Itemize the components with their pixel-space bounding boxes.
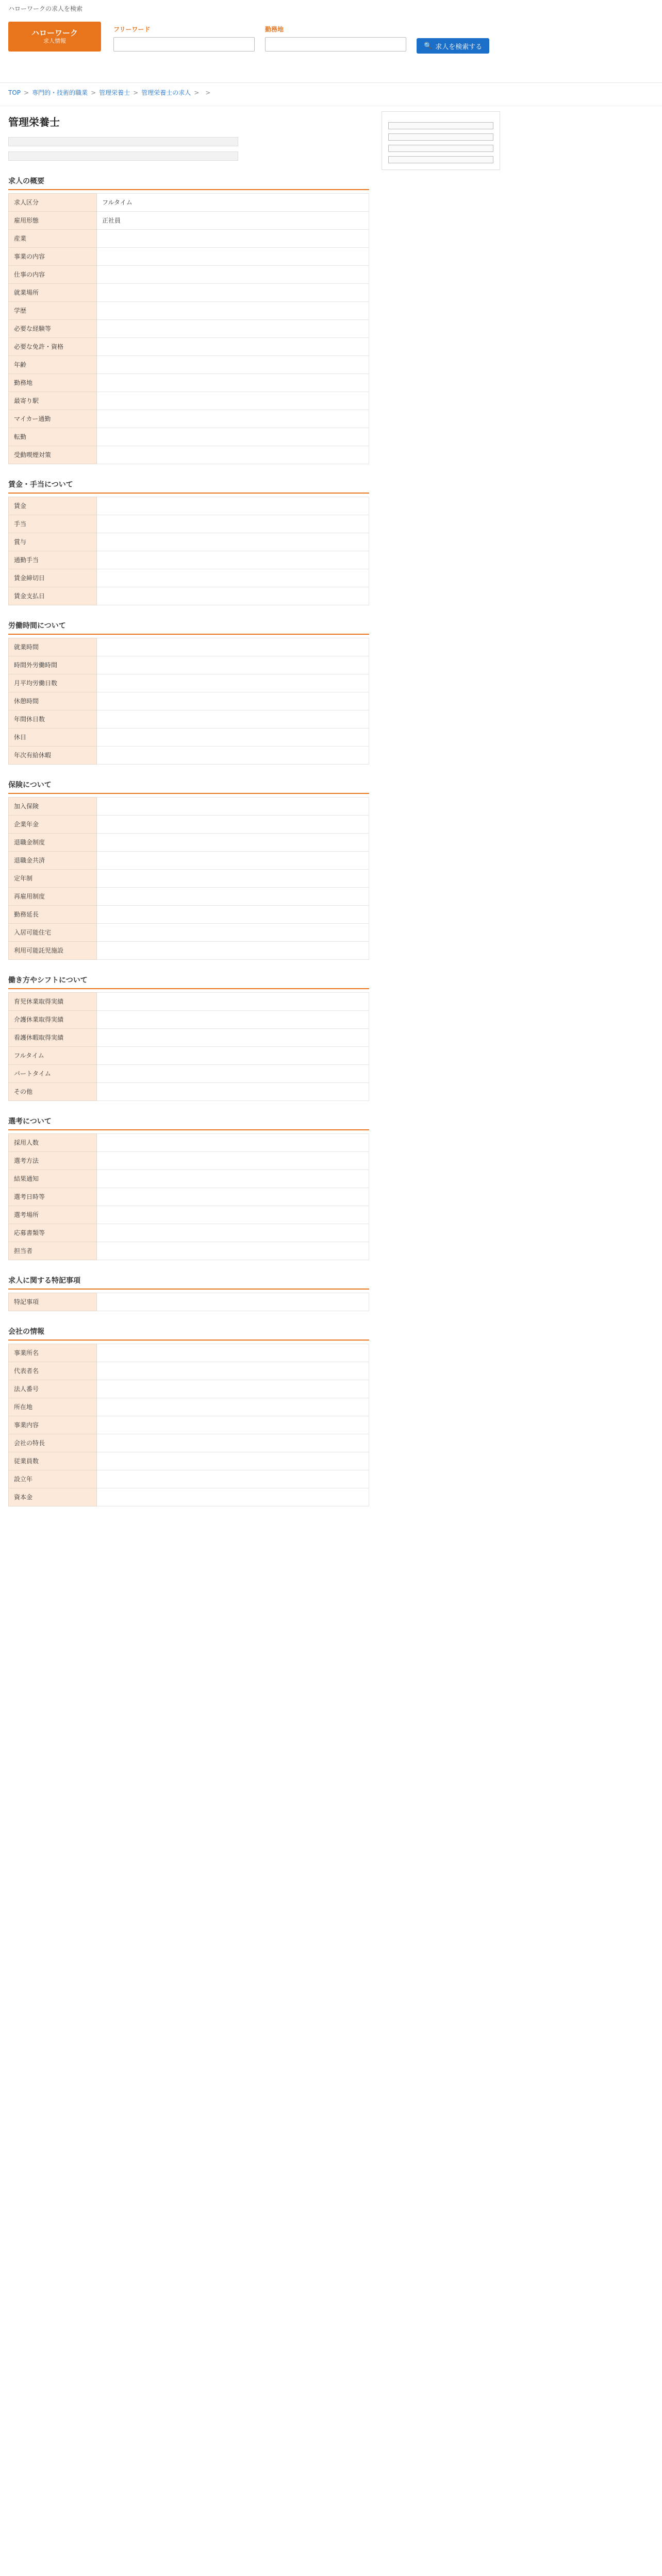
detail-key: 手当 <box>9 515 97 533</box>
detail-value <box>97 1380 369 1398</box>
detail-value <box>97 798 369 816</box>
detail-value <box>97 569 369 587</box>
detail-key: 企業年金 <box>9 816 97 834</box>
detail-value <box>97 1047 369 1065</box>
breadcrumb-item[interactable]: TOP <box>8 89 21 96</box>
detail-row <box>9 816 369 834</box>
detail-key: 仕事の内容 <box>9 266 97 284</box>
detail-table <box>8 497 369 605</box>
detail-table <box>8 193 369 464</box>
detail-value <box>97 1452 369 1470</box>
detail-value <box>97 728 369 747</box>
detail-value <box>97 302 369 320</box>
breadcrumb-separator: > <box>91 89 96 96</box>
notice-box <box>8 137 238 146</box>
detail-value <box>97 1029 369 1047</box>
detail-row <box>9 392 369 410</box>
breadcrumb-separator: > <box>24 89 29 96</box>
detail-key: 再雇用制度 <box>9 888 97 906</box>
detail-key: 必要な免許・資格 <box>9 338 97 356</box>
detail-row <box>9 710 369 728</box>
detail-key: 介護休業取得実績 <box>9 1011 97 1029</box>
detail-row <box>9 1029 369 1047</box>
detail-key: 通勤手当 <box>9 551 97 569</box>
side-link-1[interactable] <box>388 122 493 129</box>
detail-value <box>97 710 369 728</box>
detail-key: 利用可能託児施設 <box>9 942 97 960</box>
detail-key: 月平均労働日数 <box>9 674 97 692</box>
side-button-2[interactable] <box>388 156 493 163</box>
detail-key: 必要な経験等 <box>9 320 97 338</box>
detail-key: 賃金 <box>9 497 97 515</box>
detail-key: 年次有給休暇 <box>9 747 97 765</box>
detail-row <box>9 374 369 392</box>
detail-value: 正社員 <box>97 212 369 230</box>
detail-table <box>8 1293 369 1311</box>
detail-row <box>9 551 369 569</box>
detail-value <box>97 248 369 266</box>
detail-table <box>8 1133 369 1260</box>
job-detail-sections <box>8 176 369 1506</box>
detail-row <box>9 924 369 942</box>
detail-value: フルタイム <box>97 194 369 212</box>
detail-row <box>9 942 369 960</box>
detail-value <box>97 1242 369 1260</box>
detail-row <box>9 533 369 551</box>
detail-value <box>97 1434 369 1452</box>
detail-value <box>97 1134 369 1152</box>
detail-row <box>9 870 369 888</box>
detail-row <box>9 1293 369 1311</box>
detail-value <box>97 1470 369 1488</box>
detail-value <box>97 816 369 834</box>
detail-row <box>9 446 369 464</box>
detail-key: 看護休暇取得実績 <box>9 1029 97 1047</box>
detail-key: 代表者名 <box>9 1362 97 1380</box>
detail-row <box>9 284 369 302</box>
detail-row <box>9 1344 369 1362</box>
detail-key: 就業時間 <box>9 638 97 656</box>
detail-key: 法人番号 <box>9 1380 97 1398</box>
detail-row <box>9 906 369 924</box>
detail-value <box>97 392 369 410</box>
detail-value <box>97 1398 369 1416</box>
search-button[interactable] <box>417 38 489 54</box>
detail-row <box>9 728 369 747</box>
detail-key: 休日 <box>9 728 97 747</box>
detail-table <box>8 992 369 1101</box>
detail-row <box>9 1470 369 1488</box>
detail-key: 採用人数 <box>9 1134 97 1152</box>
detail-row <box>9 1242 369 1260</box>
detail-row <box>9 302 369 320</box>
detail-row <box>9 428 369 446</box>
side-column <box>382 111 500 1506</box>
detail-table <box>8 1344 369 1506</box>
detail-row <box>9 194 369 212</box>
search-icon: 🔍 <box>424 42 433 50</box>
detail-value <box>97 888 369 906</box>
detail-key: 休憩時間 <box>9 692 97 710</box>
side-card <box>382 111 500 170</box>
page-body <box>0 106 662 1512</box>
detail-key: フルタイム <box>9 1047 97 1065</box>
detail-key: 退職金制度 <box>9 834 97 852</box>
detail-key: 転勤 <box>9 428 97 446</box>
detail-row <box>9 1416 369 1434</box>
detail-value <box>97 656 369 674</box>
detail-row <box>9 497 369 515</box>
section-title: 保険について <box>8 780 369 794</box>
detail-key: 受動喫煙対策 <box>9 446 97 464</box>
detail-key: 担当者 <box>9 1242 97 1260</box>
detail-key: 事業所名 <box>9 1344 97 1362</box>
detail-value <box>97 356 369 374</box>
logo-line2: 求人情報 <box>43 38 66 45</box>
detail-value <box>97 1083 369 1101</box>
detail-row <box>9 248 369 266</box>
detail-value <box>97 1206 369 1224</box>
detail-row <box>9 1152 369 1170</box>
detail-key: 事業内容 <box>9 1416 97 1434</box>
detail-value <box>97 747 369 765</box>
detail-row <box>9 1188 369 1206</box>
detail-row <box>9 1224 369 1242</box>
detail-key: 会社の特長 <box>9 1434 97 1452</box>
detail-row <box>9 230 369 248</box>
breadcrumb-item[interactable]: 管理栄養士 <box>99 89 130 96</box>
detail-key: 時間外労働時間 <box>9 656 97 674</box>
detail-row <box>9 1134 369 1152</box>
detail-key: 資本金 <box>9 1488 97 1506</box>
detail-row <box>9 1434 369 1452</box>
job-title: 管理栄養士 <box>8 116 60 128</box>
top-strip-text: ハローワークの求人を検索 <box>8 5 83 12</box>
detail-value <box>97 942 369 960</box>
detail-key: 求人区分 <box>9 194 97 212</box>
detail-row <box>9 1206 369 1224</box>
search-box <box>113 25 489 55</box>
detail-table <box>8 797 369 960</box>
detail-value <box>97 230 369 248</box>
detail-key: 加入保険 <box>9 798 97 816</box>
detail-row <box>9 834 369 852</box>
detail-key: 育児休業取得実績 <box>9 993 97 1011</box>
detail-value <box>97 1293 369 1311</box>
detail-row <box>9 1362 369 1380</box>
breadcrumb-separator: > <box>133 89 139 96</box>
detail-value <box>97 924 369 942</box>
detail-value <box>97 1416 369 1434</box>
section-title: 労働時間について <box>8 621 369 635</box>
detail-key: 賃金締切日 <box>9 569 97 587</box>
detail-value <box>97 1170 369 1188</box>
detail-value <box>97 428 369 446</box>
detail-row <box>9 993 369 1011</box>
keyword-input[interactable] <box>113 37 255 52</box>
detail-value <box>97 906 369 924</box>
detail-key: 年間休日数 <box>9 710 97 728</box>
detail-row <box>9 1047 369 1065</box>
top-strip <box>0 0 662 18</box>
detail-value <box>97 870 369 888</box>
detail-value <box>97 446 369 464</box>
detail-key: 特記事項 <box>9 1293 97 1311</box>
detail-value <box>97 284 369 302</box>
site-logo[interactable] <box>8 22 101 52</box>
detail-value <box>97 638 369 656</box>
section-title: 働き方やシフトについて <box>8 975 369 989</box>
main-column <box>8 111 369 1506</box>
side-link-2[interactable] <box>388 133 493 141</box>
detail-key: 就業場所 <box>9 284 97 302</box>
detail-key: 所在地 <box>9 1398 97 1416</box>
detail-key: 設立年 <box>9 1470 97 1488</box>
detail-value <box>97 1224 369 1242</box>
detail-row <box>9 852 369 870</box>
detail-value <box>97 338 369 356</box>
detail-value <box>97 533 369 551</box>
area-field <box>265 25 406 55</box>
detail-value <box>97 674 369 692</box>
detail-key: 年齢 <box>9 356 97 374</box>
detail-row <box>9 1452 369 1470</box>
area-input[interactable] <box>265 37 406 52</box>
breadcrumb-item[interactable]: 専門的・技術的職業 <box>32 89 88 96</box>
detail-key: 賞与 <box>9 533 97 551</box>
detail-row <box>9 656 369 674</box>
detail-key: その他 <box>9 1083 97 1101</box>
detail-row <box>9 1083 369 1101</box>
detail-key: 産業 <box>9 230 97 248</box>
detail-key: 選考日時等 <box>9 1188 97 1206</box>
detail-value <box>97 692 369 710</box>
detail-row <box>9 1065 369 1083</box>
detail-row <box>9 569 369 587</box>
detail-key: 最寄り駅 <box>9 392 97 410</box>
detail-row <box>9 320 369 338</box>
detail-key: 雇用形態 <box>9 212 97 230</box>
detail-row <box>9 212 369 230</box>
detail-key: 応募書類等 <box>9 1224 97 1242</box>
keyword-label: フリーワード <box>113 26 151 33</box>
section-title: 求人の概要 <box>8 176 369 190</box>
detail-row <box>9 674 369 692</box>
section-title: 選考について <box>8 1116 369 1130</box>
detail-table <box>8 638 369 765</box>
detail-row <box>9 1380 369 1398</box>
detail-row <box>9 356 369 374</box>
section-title: 賃金・手当について <box>8 480 369 494</box>
keyword-field <box>113 25 255 55</box>
detail-value <box>97 1362 369 1380</box>
detail-key: 賃金支払日 <box>9 587 97 605</box>
detail-row <box>9 638 369 656</box>
side-button-1[interactable] <box>388 145 493 152</box>
detail-value <box>97 320 369 338</box>
logo-line1: ハローワーク <box>31 28 78 38</box>
detail-row <box>9 587 369 605</box>
notice-box <box>8 151 238 161</box>
detail-key: 退職金共済 <box>9 852 97 870</box>
detail-value <box>97 993 369 1011</box>
breadcrumb-item[interactable]: 管理栄養士の求人 <box>141 89 191 96</box>
detail-value <box>97 551 369 569</box>
detail-row <box>9 1488 369 1506</box>
detail-key: マイカー通勤 <box>9 410 97 428</box>
detail-value <box>97 834 369 852</box>
section-title: 求人に関する特記事項 <box>8 1276 369 1290</box>
breadcrumb-separator: > <box>194 89 200 96</box>
detail-value <box>97 587 369 605</box>
detail-key: 勤務延長 <box>9 906 97 924</box>
section-title: 会社の情報 <box>8 1327 369 1341</box>
detail-value <box>97 1152 369 1170</box>
detail-value <box>97 1065 369 1083</box>
detail-value <box>97 852 369 870</box>
detail-value <box>97 1488 369 1506</box>
detail-value <box>97 515 369 533</box>
detail-key: 選考方法 <box>9 1152 97 1170</box>
detail-row <box>9 1170 369 1188</box>
detail-key: 選考場所 <box>9 1206 97 1224</box>
detail-key: 定年制 <box>9 870 97 888</box>
detail-value <box>97 1188 369 1206</box>
detail-key: 入居可能住宅 <box>9 924 97 942</box>
detail-value <box>97 1011 369 1029</box>
detail-key: パートタイム <box>9 1065 97 1083</box>
detail-row <box>9 515 369 533</box>
detail-key: 学歴 <box>9 302 97 320</box>
detail-key: 事業の内容 <box>9 248 97 266</box>
detail-row <box>9 692 369 710</box>
breadcrumb <box>0 83 662 106</box>
detail-value <box>97 410 369 428</box>
detail-row <box>9 747 369 765</box>
detail-value <box>97 497 369 515</box>
detail-key: 結果通知 <box>9 1170 97 1188</box>
detail-row <box>9 888 369 906</box>
detail-key: 従業員数 <box>9 1452 97 1470</box>
area-label: 勤務地 <box>265 26 284 33</box>
detail-row <box>9 1011 369 1029</box>
search-button-label: 求人を検索する <box>435 43 483 51</box>
detail-value <box>97 374 369 392</box>
breadcrumb-separator: > <box>205 89 211 96</box>
detail-row <box>9 1398 369 1416</box>
detail-row <box>9 266 369 284</box>
detail-value <box>97 1344 369 1362</box>
detail-row <box>9 798 369 816</box>
detail-row <box>9 338 369 356</box>
detail-row <box>9 410 369 428</box>
detail-value <box>97 266 369 284</box>
site-header <box>0 18 662 83</box>
detail-key: 勤務地 <box>9 374 97 392</box>
